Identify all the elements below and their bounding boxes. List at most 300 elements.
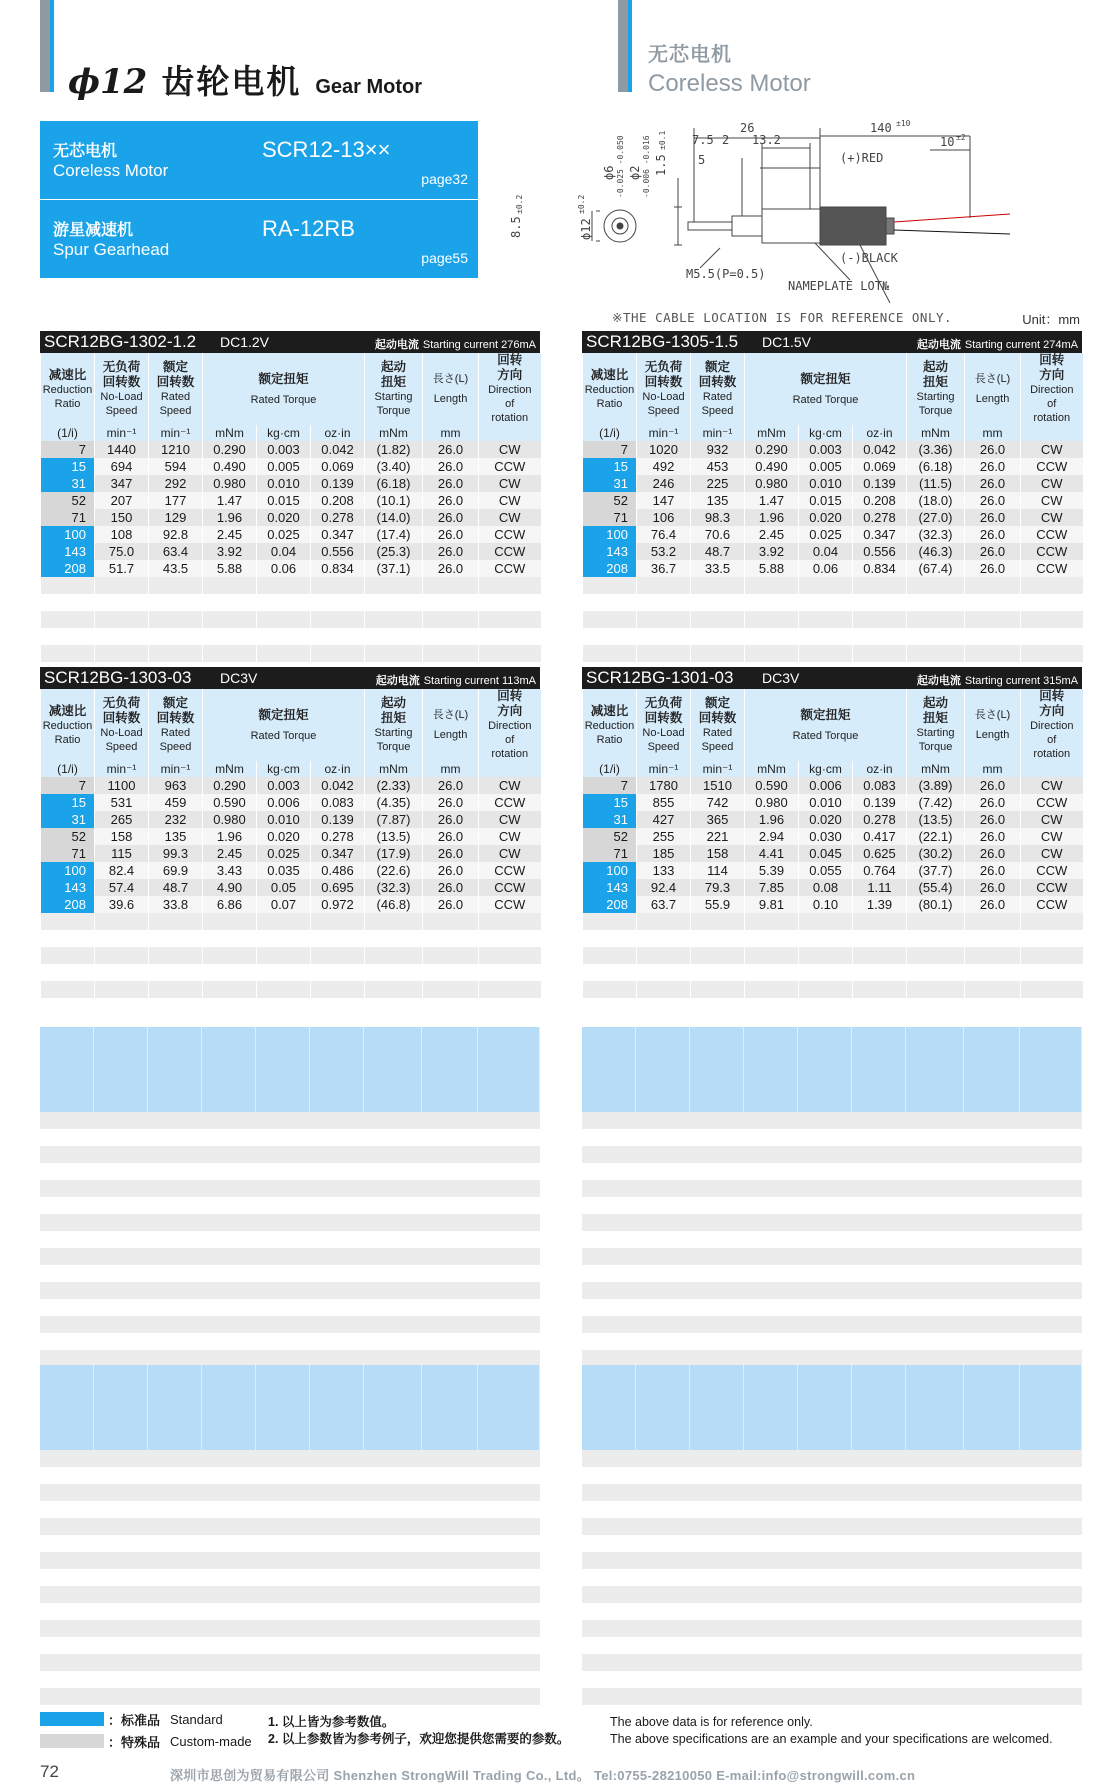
table-cell: 208	[583, 560, 637, 577]
table-cell: 594	[149, 458, 203, 475]
empty-cell	[853, 645, 907, 662]
thread-label: M5.5(P=0.5)	[686, 267, 766, 281]
table-cell: 177	[149, 492, 203, 509]
empty-cell	[583, 628, 637, 645]
table-cell: CCW	[479, 560, 541, 577]
empty-cell	[203, 930, 257, 947]
empty-cell	[149, 577, 203, 594]
header-text: of	[505, 734, 515, 746]
empty-cell	[907, 628, 965, 645]
table-cell: CCW	[1021, 896, 1083, 913]
empty-row	[582, 1146, 1082, 1163]
info-box-en: Coreless Motor	[53, 161, 169, 180]
table-cell: (7.87)	[365, 811, 423, 828]
header-unit: (1/i)	[41, 761, 95, 777]
empty-cell	[637, 577, 691, 594]
table-cell: 427	[637, 811, 691, 828]
table-cell: 492	[637, 458, 691, 475]
table-cell: 265	[95, 811, 149, 828]
empty-row	[40, 1671, 540, 1688]
empty-cell	[311, 947, 365, 964]
empty-cell	[853, 981, 907, 998]
cable-note: ※THE CABLE LOCATION IS FOR REFERENCE ONLY.	[612, 310, 953, 325]
table-row	[41, 458, 541, 475]
table-cell: CCW	[1021, 879, 1083, 896]
header-text: 長さ(L)	[974, 709, 1011, 721]
empty-cell	[365, 594, 423, 611]
empty-cell	[149, 645, 203, 662]
red-lead-label: (+)RED	[840, 151, 884, 165]
table-cell: (3.36)	[907, 441, 965, 458]
start-current-cn: 起动电流	[916, 675, 961, 687]
empty-cell	[423, 913, 479, 930]
empty-cell	[745, 594, 799, 611]
table-cell: 75.0	[95, 543, 149, 560]
empty-cell	[691, 645, 745, 662]
empty-row	[582, 1316, 1082, 1333]
empty-table-grid	[40, 1027, 540, 1384]
table-cell: (27.0)	[907, 509, 965, 526]
empty-cell	[799, 628, 853, 645]
empty-cell	[423, 594, 479, 611]
table-cell: CW	[479, 509, 541, 526]
empty-cell	[1021, 913, 1083, 930]
table-cell: CCW	[1021, 794, 1083, 811]
table-row	[41, 543, 541, 560]
table-cell: 185	[637, 845, 691, 862]
table-cell: 0.556	[853, 543, 907, 560]
table-cell: 0.020	[257, 509, 311, 526]
empty-row	[40, 1535, 540, 1552]
table-cell: 207	[95, 492, 149, 509]
header-text: Starting	[374, 727, 413, 739]
header-text-cn: 起动	[381, 360, 407, 374]
table-cell: CW	[479, 492, 541, 509]
table-cell: CCW	[479, 862, 541, 879]
table-cell: 4.41	[745, 845, 799, 862]
table-cell: 43.5	[149, 560, 203, 577]
empty-row	[40, 1214, 540, 1231]
header-text: Speed	[647, 741, 680, 753]
table-cell: 26.0	[965, 526, 1021, 543]
table-cell: 0.347	[311, 845, 365, 862]
table-cell: 0.06	[257, 560, 311, 577]
legend-special	[40, 1730, 252, 1752]
note-cn-1: 1. 以上皆为参考数值。	[268, 1715, 395, 1729]
spec-table	[40, 667, 540, 998]
table-cell: 0.08	[799, 879, 853, 896]
header-text-cn: 回转数	[698, 375, 737, 389]
header-text-cn: 扭矩	[381, 711, 407, 725]
empty-cell	[41, 628, 95, 645]
empty-row	[40, 1569, 540, 1586]
header-text: Starting	[374, 391, 413, 403]
info-box-cn: 游星减速机	[53, 222, 134, 239]
table-cell: 71	[41, 509, 95, 526]
header-text: No-Load	[642, 391, 685, 403]
table-cell: 0.695	[311, 879, 365, 896]
empty-cell	[745, 947, 799, 964]
table-cell: 208	[41, 896, 95, 913]
header-text: Torque	[376, 741, 411, 753]
dim-8-5-tol: ±0.2	[515, 194, 524, 214]
table-row	[41, 845, 541, 862]
table-cell: 9.81	[745, 896, 799, 913]
table-cell: 143	[41, 543, 95, 560]
empty-row	[40, 1180, 540, 1197]
table-cell: 0.025	[257, 526, 311, 543]
empty-cell	[691, 594, 745, 611]
header-text-cn: 方向	[1039, 368, 1065, 382]
table-cell: 143	[583, 543, 637, 560]
table-cell: 63.4	[149, 543, 203, 560]
spec-table-start-current	[917, 336, 1078, 352]
header-text: Length	[433, 393, 468, 405]
table-cell: 208	[41, 560, 95, 577]
table-cell: 0.486	[311, 862, 365, 879]
header-text: Direction	[1030, 720, 1074, 732]
empty-row	[582, 1231, 1082, 1248]
empty-cell	[365, 964, 423, 981]
empty-cell	[745, 628, 799, 645]
empty-cell	[365, 611, 423, 628]
header-text-cn: 回转	[1039, 689, 1065, 703]
table-cell: 26.0	[423, 458, 479, 475]
info-box-motor	[40, 121, 478, 199]
table-cell: CW	[1021, 441, 1083, 458]
empty-row	[40, 1467, 540, 1484]
header-unit: oz·in	[311, 425, 365, 441]
table-cell: 0.139	[853, 794, 907, 811]
empty-cell	[203, 913, 257, 930]
empty-cell	[95, 930, 149, 947]
table-cell: 26.0	[423, 441, 479, 458]
empty-cell	[479, 577, 541, 594]
table-cell: 39.6	[95, 896, 149, 913]
empty-cell	[853, 628, 907, 645]
table-cell: 0.05	[257, 879, 311, 896]
table-cell: 0.07	[257, 896, 311, 913]
table-cell: 0.278	[311, 828, 365, 845]
info-box-page-link[interactable]: page32	[421, 171, 468, 187]
note-en-2: The above specifications are an example and your specifications are welcomed.	[610, 1732, 1053, 1746]
table-cell: 0.025	[257, 845, 311, 862]
table-cell: 31	[583, 811, 637, 828]
table-cell: 0.278	[853, 509, 907, 526]
empty-row	[40, 1265, 540, 1282]
empty-cell	[583, 930, 637, 947]
empty-cell	[1021, 594, 1083, 611]
table-cell: CCW	[479, 794, 541, 811]
header-text-cn: 额定扭矩	[800, 371, 851, 386]
empty-row	[583, 947, 1083, 964]
empty-cell	[311, 594, 365, 611]
table-cell: (18.0)	[907, 492, 965, 509]
table-row	[41, 526, 541, 543]
table-cell: (32.3)	[907, 526, 965, 543]
spec-table-title	[40, 331, 540, 353]
header-text-cn: 额定	[162, 696, 188, 710]
empty-cell	[479, 981, 541, 998]
empty-cell	[853, 913, 907, 930]
empty-cell	[691, 930, 745, 947]
table-cell: 2.94	[745, 828, 799, 845]
empty-row	[582, 1501, 1082, 1518]
empty-cell	[257, 645, 311, 662]
table-row	[583, 896, 1083, 913]
table-cell: (13.5)	[907, 811, 965, 828]
empty-row	[582, 1197, 1082, 1214]
header-text-cn: 回转数	[156, 711, 195, 725]
table-cell: CW	[1021, 492, 1083, 509]
empty-row	[41, 577, 541, 594]
empty-row	[583, 645, 1083, 662]
empty-row	[40, 1552, 540, 1569]
empty-cell	[41, 913, 95, 930]
empty-cell	[583, 577, 637, 594]
empty-cell	[583, 611, 637, 628]
table-cell: 71	[41, 845, 95, 862]
footer: 深圳市思创为贸易有限公司 Shenzhen StrongWill Trading Co., Ltd。 Tel:0755-28210050 E-mail:info@strongwill.com.cn	[170, 1768, 916, 1783]
table-cell: 51.7	[95, 560, 149, 577]
empty-cell	[1021, 930, 1083, 947]
header-bar-left	[40, 0, 50, 92]
table-cell: 0.347	[853, 526, 907, 543]
table-cell: 1.96	[745, 509, 799, 526]
header-unit: min⁻¹	[637, 425, 691, 441]
table-cell: 33.8	[149, 896, 203, 913]
table-cell: 26.0	[423, 896, 479, 913]
info-box-page-link[interactable]: page55	[421, 250, 468, 266]
empty-cell	[203, 964, 257, 981]
header-text: Torque	[376, 405, 411, 417]
table-cell: 26.0	[423, 526, 479, 543]
empty-row	[582, 1129, 1082, 1146]
header-unit: (1/i)	[41, 425, 95, 441]
empty-cell	[907, 981, 965, 998]
header-text: Speed	[647, 405, 680, 417]
header-text: Rated Torque	[792, 729, 859, 742]
header-text-cn: 回转数	[644, 711, 683, 725]
empty-cell	[637, 981, 691, 998]
table-cell: 0.042	[311, 777, 365, 794]
empty-cell	[637, 645, 691, 662]
page-number: 72	[40, 1762, 59, 1781]
header-text: Torque	[918, 741, 953, 753]
table-cell: 115	[95, 845, 149, 862]
table-cell: 26.0	[965, 777, 1021, 794]
empty-row	[582, 1112, 1082, 1129]
table-cell: 0.139	[853, 475, 907, 492]
dim-26: 26	[740, 121, 755, 135]
empty-cell	[637, 947, 691, 964]
empty-table-head	[40, 1365, 540, 1450]
header-bar-right-accent	[628, 0, 632, 92]
empty-row	[40, 1688, 540, 1705]
empty-cell	[257, 964, 311, 981]
table-cell: 742	[691, 794, 745, 811]
empty-cell	[583, 913, 637, 930]
table-cell: CW	[479, 441, 541, 458]
table-cell: 365	[691, 811, 745, 828]
table-cell: (3.40)	[365, 458, 423, 475]
table-cell: 0.764	[853, 862, 907, 879]
note-en-1: The above data is for reference only.	[610, 1715, 813, 1729]
header-unit: min⁻¹	[691, 425, 745, 441]
table-cell: 0.005	[257, 458, 311, 475]
table-row	[583, 862, 1083, 879]
table-cell: 0.06	[799, 560, 853, 577]
dimension-drawing	[509, 118, 1080, 308]
spec-table-grid	[40, 353, 541, 662]
table-cell: 100	[41, 862, 95, 879]
table-row	[583, 777, 1083, 794]
table-cell: (80.1)	[907, 896, 965, 913]
legend-special-swatch	[40, 1734, 104, 1748]
table-cell: 26.0	[965, 879, 1021, 896]
empty-table-head	[582, 1365, 1082, 1450]
header-unit: mm	[423, 425, 479, 441]
empty-row	[582, 1518, 1082, 1535]
table-cell: 36.7	[637, 560, 691, 577]
table-cell: 82.4	[95, 862, 149, 879]
header-text: Speed	[159, 405, 192, 417]
empty-row	[40, 1231, 540, 1248]
header-text: Reduction	[42, 383, 93, 396]
table-cell: 0.972	[311, 896, 365, 913]
header-text: Ratio	[596, 733, 623, 746]
table-cell: 6.86	[203, 896, 257, 913]
empty-cell	[311, 628, 365, 645]
empty-cell	[41, 930, 95, 947]
header-unit: mNm	[203, 425, 257, 441]
empty-row	[582, 1637, 1082, 1654]
table-row	[41, 509, 541, 526]
empty-row	[582, 1180, 1082, 1197]
table-cell: (25.3)	[365, 543, 423, 560]
header-text-cn: 回转数	[102, 711, 141, 725]
table-row	[41, 811, 541, 828]
empty-cell	[257, 611, 311, 628]
header-text: 長さ(L)	[974, 373, 1011, 385]
header-text: Starting	[916, 391, 955, 403]
header-text-cn: 减速比	[48, 367, 87, 382]
table-cell: 0.980	[203, 811, 257, 828]
empty-cell	[479, 611, 541, 628]
header-starting-torque	[365, 689, 423, 761]
table-cell: 158	[691, 845, 745, 862]
table-cell: 0.625	[853, 845, 907, 862]
header-unit: (1/i)	[583, 425, 637, 441]
empty-cell	[907, 594, 965, 611]
table-cell: 26.0	[965, 811, 1021, 828]
header-text: Ratio	[54, 733, 81, 746]
table-row	[41, 879, 541, 896]
header-text-cn: 方向	[1039, 704, 1065, 718]
empty-row	[40, 1620, 540, 1637]
empty-row	[583, 628, 1083, 645]
empty-cell	[95, 594, 149, 611]
empty-cell	[257, 947, 311, 964]
empty-row	[41, 611, 541, 628]
empty-cell	[965, 577, 1021, 594]
empty-cell	[745, 913, 799, 930]
table-cell: 0.980	[745, 475, 799, 492]
table-cell: 4.90	[203, 879, 257, 896]
empty-row	[40, 1333, 540, 1350]
subtitle-cn: 无芯电机	[648, 44, 732, 66]
empty-cell	[745, 930, 799, 947]
empty-row	[582, 1248, 1082, 1265]
empty-cell	[637, 594, 691, 611]
header-text-cn: 回转	[1039, 353, 1065, 367]
table-cell: 15	[583, 794, 637, 811]
dim-10-tol: ±2	[956, 133, 966, 142]
empty-cell	[907, 611, 965, 628]
table-row	[41, 777, 541, 794]
header-unit: oz·in	[853, 761, 907, 777]
header-text: of	[1047, 734, 1057, 746]
table-cell: 963	[149, 777, 203, 794]
table-cell: 7	[41, 441, 95, 458]
empty-cell	[1021, 964, 1083, 981]
dim-7-5: 7.5	[692, 133, 714, 147]
table-cell: 63.7	[637, 896, 691, 913]
notes-cn	[268, 1714, 569, 1748]
header-text: Reduction	[42, 719, 93, 732]
empty-cell	[257, 628, 311, 645]
unit-label: Unit：mm	[1022, 312, 1080, 327]
table-cell: 5.88	[203, 560, 257, 577]
empty-cell	[311, 964, 365, 981]
header-text: No-Load	[100, 727, 143, 739]
table-cell: 26.0	[423, 862, 479, 879]
empty-row	[582, 1535, 1082, 1552]
table-cell: 26.0	[423, 811, 479, 828]
empty-cell	[149, 594, 203, 611]
table-cell: CW	[479, 845, 541, 862]
table-cell: 0.010	[799, 794, 853, 811]
header-text: Direction	[1030, 384, 1074, 396]
table-cell: 0.417	[853, 828, 907, 845]
empty-cell	[41, 594, 95, 611]
empty-cell	[203, 594, 257, 611]
start-current-cn: 起动电流	[374, 339, 419, 351]
table-cell: 1.47	[203, 492, 257, 509]
header-unit: oz·in	[853, 425, 907, 441]
note-cn-2: 2. 以上参数皆为参考例子，欢迎您提供您需要的参数。	[268, 1732, 570, 1746]
spec-table-model: SCR12BG-1303-03	[44, 668, 192, 687]
header-unit	[1021, 425, 1083, 441]
header-unit: min⁻¹	[691, 761, 745, 777]
empty-row	[582, 1688, 1082, 1705]
table-cell: 100	[41, 526, 95, 543]
empty-cell	[965, 628, 1021, 645]
table-row	[583, 794, 1083, 811]
table-cell: CCW	[479, 879, 541, 896]
header-text-cn: 额定	[162, 360, 188, 374]
empty-cell	[479, 913, 541, 930]
table-cell: 0.490	[745, 458, 799, 475]
dim-1-5: 1.5	[654, 154, 668, 176]
table-cell: (14.0)	[365, 509, 423, 526]
empty-cell	[1021, 628, 1083, 645]
table-cell: 0.042	[853, 441, 907, 458]
header-unit: mNm	[745, 761, 799, 777]
empty-cell	[965, 611, 1021, 628]
empty-cell	[965, 981, 1021, 998]
table-row	[583, 492, 1083, 509]
